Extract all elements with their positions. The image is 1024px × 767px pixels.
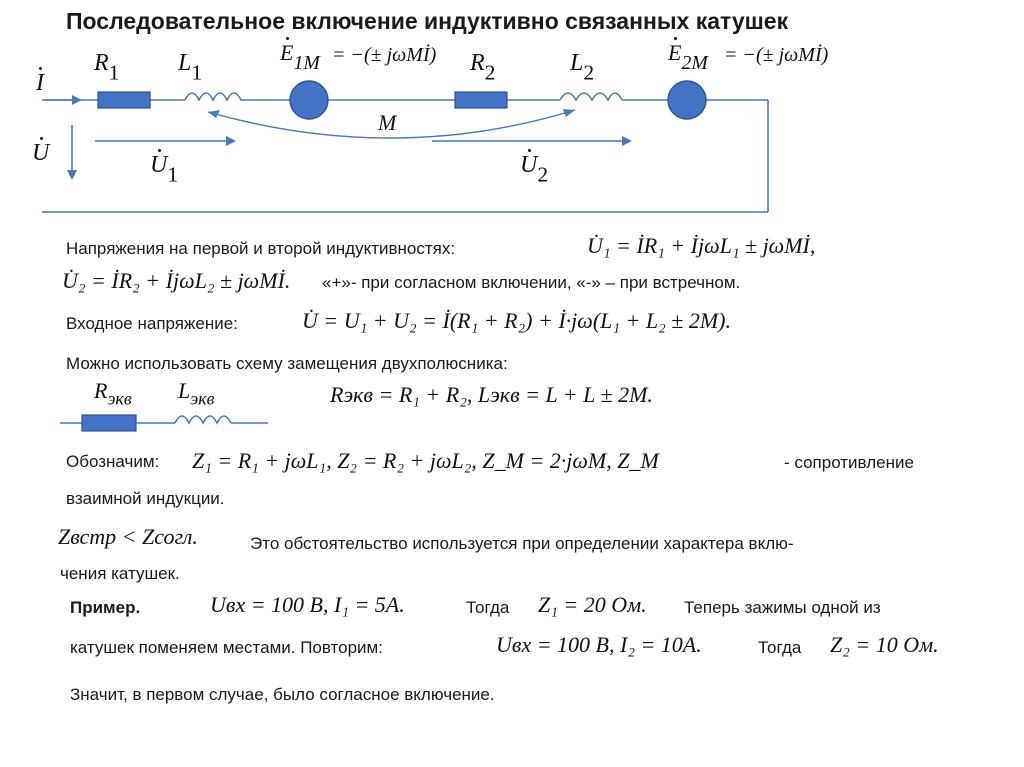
equiv-formula: Rэкв = R₁ + R₂, Lэкв = L + L ± 2M. [330, 382, 653, 407]
notation-text: Обозначим: [66, 452, 160, 471]
source-e2m [668, 81, 706, 119]
example-formula-1: Uвх = 100 В, I₁ = 5А. [210, 592, 405, 617]
example-formula-2: Uвх = 100 В, I₂ = 10А. [496, 632, 702, 657]
u1-formula: U̇₁ = İR₁ + İjωL₁ ± jωMİ, [587, 233, 816, 258]
e1m-formula: = −(± jωMİ) [332, 44, 437, 66]
inductor-leq [175, 416, 231, 423]
resistor-r2 [455, 92, 507, 108]
example-text-2: катушек поменяем местами. Повторим: [70, 638, 383, 657]
leq-label: $L_{экв}$ [178, 378, 215, 409]
voltage-label: U [32, 140, 50, 166]
l2-label: $L_2$ [570, 50, 595, 85]
example-z2: Z₂ = 10 Ом. [830, 632, 939, 657]
mutual-arrow-right [563, 109, 575, 117]
equivalent-circuit [60, 415, 268, 431]
circumstance-text: Это обстоятельство используется при определении характера вклю- [250, 534, 794, 553]
example-then-2: Тогда [758, 638, 802, 657]
req-label: $R_{экв}$ [94, 378, 132, 409]
example-label: Пример. [70, 598, 141, 617]
impedance-formulas: Z₁ = R₁ + jωL₁, Z₂ = R₂ + jωL₂, Z_M = 2·jωM, Z_M [192, 448, 659, 473]
inductor-l1 [185, 93, 248, 100]
example-z1: Z₁ = 20 Ом. [538, 592, 647, 617]
voltages-text: Напряжения на первой и второй индуктивностях: [66, 239, 456, 258]
u2-arrowhead [622, 136, 632, 146]
circumstance-cont-text: чения катушек. [60, 564, 180, 583]
e2m-formula: = −(± jωMİ) [724, 44, 829, 66]
inductor-l2 [560, 93, 622, 100]
u2-label: $U_2$ [520, 152, 549, 187]
resistor-r1 [98, 92, 150, 108]
notation-tail-text: - сопротивление [784, 453, 914, 472]
voltage-arrowhead [67, 170, 77, 180]
e2m-label: $E_{2M}$ [668, 40, 708, 74]
mutual-label: M [378, 110, 397, 135]
slide-title: Последовательное включение индуктивно связанных катушек [66, 8, 789, 34]
current-arrowhead [72, 95, 82, 105]
source-e1m [290, 81, 328, 119]
l1-label: $L_1$ [178, 50, 203, 85]
conclusion-text: Значит, в первом случае, было согласное включение. [70, 685, 495, 704]
resistor-req [82, 415, 136, 431]
notation-cont-text: взаимной индукции. [66, 489, 225, 508]
example-then-1: Тогда [466, 598, 510, 617]
equivalent-scheme-text: Можно использовать схему замещения двухполюсника: [66, 354, 508, 373]
current-label: I [36, 70, 44, 96]
impedance-compare-formula: Zвстр < Zсогл. [58, 524, 198, 549]
r2-label: $R_2$ [470, 50, 496, 85]
example-text-1: Теперь зажимы одной из [684, 598, 881, 617]
input-voltage-formula: U̇ = U₁ + U₂ = İ(R₁ + R₂) + İ·jω(L₁ + L₂ ± 2M). [302, 308, 731, 333]
u1-arrowhead [226, 136, 236, 146]
u2-formula: U̇₂ = İR₂ + İjωL₂ ± jωMİ. [62, 268, 291, 293]
mutual-arrow-left [208, 110, 220, 118]
r1-label: $R_1$ [94, 50, 120, 85]
input-voltage-text: Входное напряжение: [66, 314, 238, 333]
u1-label: $U_1$ [150, 152, 179, 187]
sign-note-text: «+»- при согласном включении, «-» – при встречном. [322, 273, 741, 292]
e1m-label: $E_{1M}$ [280, 40, 320, 74]
